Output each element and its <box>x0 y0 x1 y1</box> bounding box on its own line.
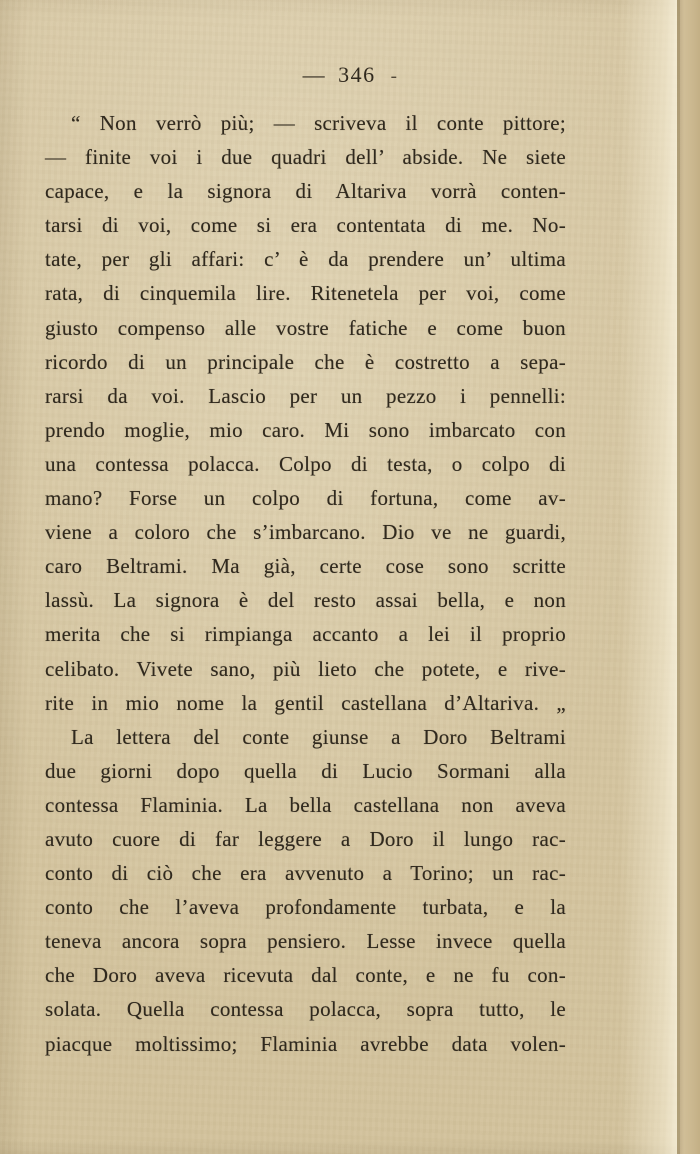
text-line: celibato. Vivete sano, più lieto che potete, e rive- <box>45 656 566 681</box>
text-line: teneva ancora sopra pensiero. Lesse invece quella <box>45 929 566 954</box>
text-line: — finite voi i due quadri dell’ abside. Ne siete <box>45 145 566 170</box>
text-line: tarsi di voi, come si era contentata di me. No- <box>45 213 566 238</box>
text-line: La lettera del conte giunse a Doro Beltrami <box>71 724 566 749</box>
text-line: due giorni dopo quella di Lucio Sormani alla <box>45 758 566 783</box>
text-line: conto che l’aveva profondamente turbata, e la <box>45 895 566 920</box>
text-line: lassù. La signora è del resto assai bella, e non <box>45 588 566 613</box>
text-line: rata, di cinquemila lire. Ritenetela per voi, come <box>45 281 566 306</box>
text-line: “ Non verrò più; — scriveva il conte pittore; <box>71 111 566 135</box>
page-number: 346 <box>338 62 376 87</box>
text-line: viene a coloro che s’imbarcano. Dio ve ne guardi, <box>45 520 566 545</box>
page-fold-highlight <box>620 0 677 1154</box>
text-line: una contessa polacca. Colpo di testa, o colpo di <box>45 451 566 476</box>
text-line: solata. Quella contessa polacca, sopra tutto, le <box>45 997 566 1022</box>
text-line: rarsi da voi. Lascio per un pezzo i pennelli: <box>45 383 566 408</box>
page-number-header <box>0 60 700 92</box>
text-line: giusto compenso alle vostre fatiche e come buon <box>45 315 566 340</box>
text-line: rite in mio nome la gentil castellana d’Altariva. „ <box>45 690 566 715</box>
text-line: tate, per gli affari: c’ è da prendere un’ ultima <box>45 247 566 272</box>
page-text-block <box>45 106 566 1061</box>
text-line: prendo moglie, mio caro. Mi sono imbarcato con <box>45 417 566 442</box>
text-line: merita che si rimpianga accanto a lei il proprio <box>45 622 566 647</box>
text-line: capace, e la signora di Altariva vorrà conten- <box>45 179 566 204</box>
header-left-dash: — <box>302 62 326 87</box>
page-fold-edge-shadow <box>680 0 684 1154</box>
page-fold-crease <box>677 0 680 1154</box>
text-line: piacque moltissimo; Flaminia avrebbe data volen- <box>45 1031 566 1056</box>
text-line: ricordo di un principale che è costretto a sepa- <box>45 349 566 374</box>
text-line: mano? Forse un colpo di fortuna, come av- <box>45 486 566 511</box>
header-right-dash: - <box>390 66 398 87</box>
text-line: conto di ciò che era avvenuto a Torino; un rac- <box>45 861 566 886</box>
text-line: contessa Flaminia. La bella castellana non aveva <box>45 792 566 817</box>
text-line: avuto cuore di far leggere a Doro il lungo rac- <box>45 826 566 851</box>
text-line: che Doro aveva ricevuta dal conte, e ne fu con- <box>45 963 566 988</box>
text-line: caro Beltrami. Ma già, certe cose sono scritte <box>45 554 566 579</box>
